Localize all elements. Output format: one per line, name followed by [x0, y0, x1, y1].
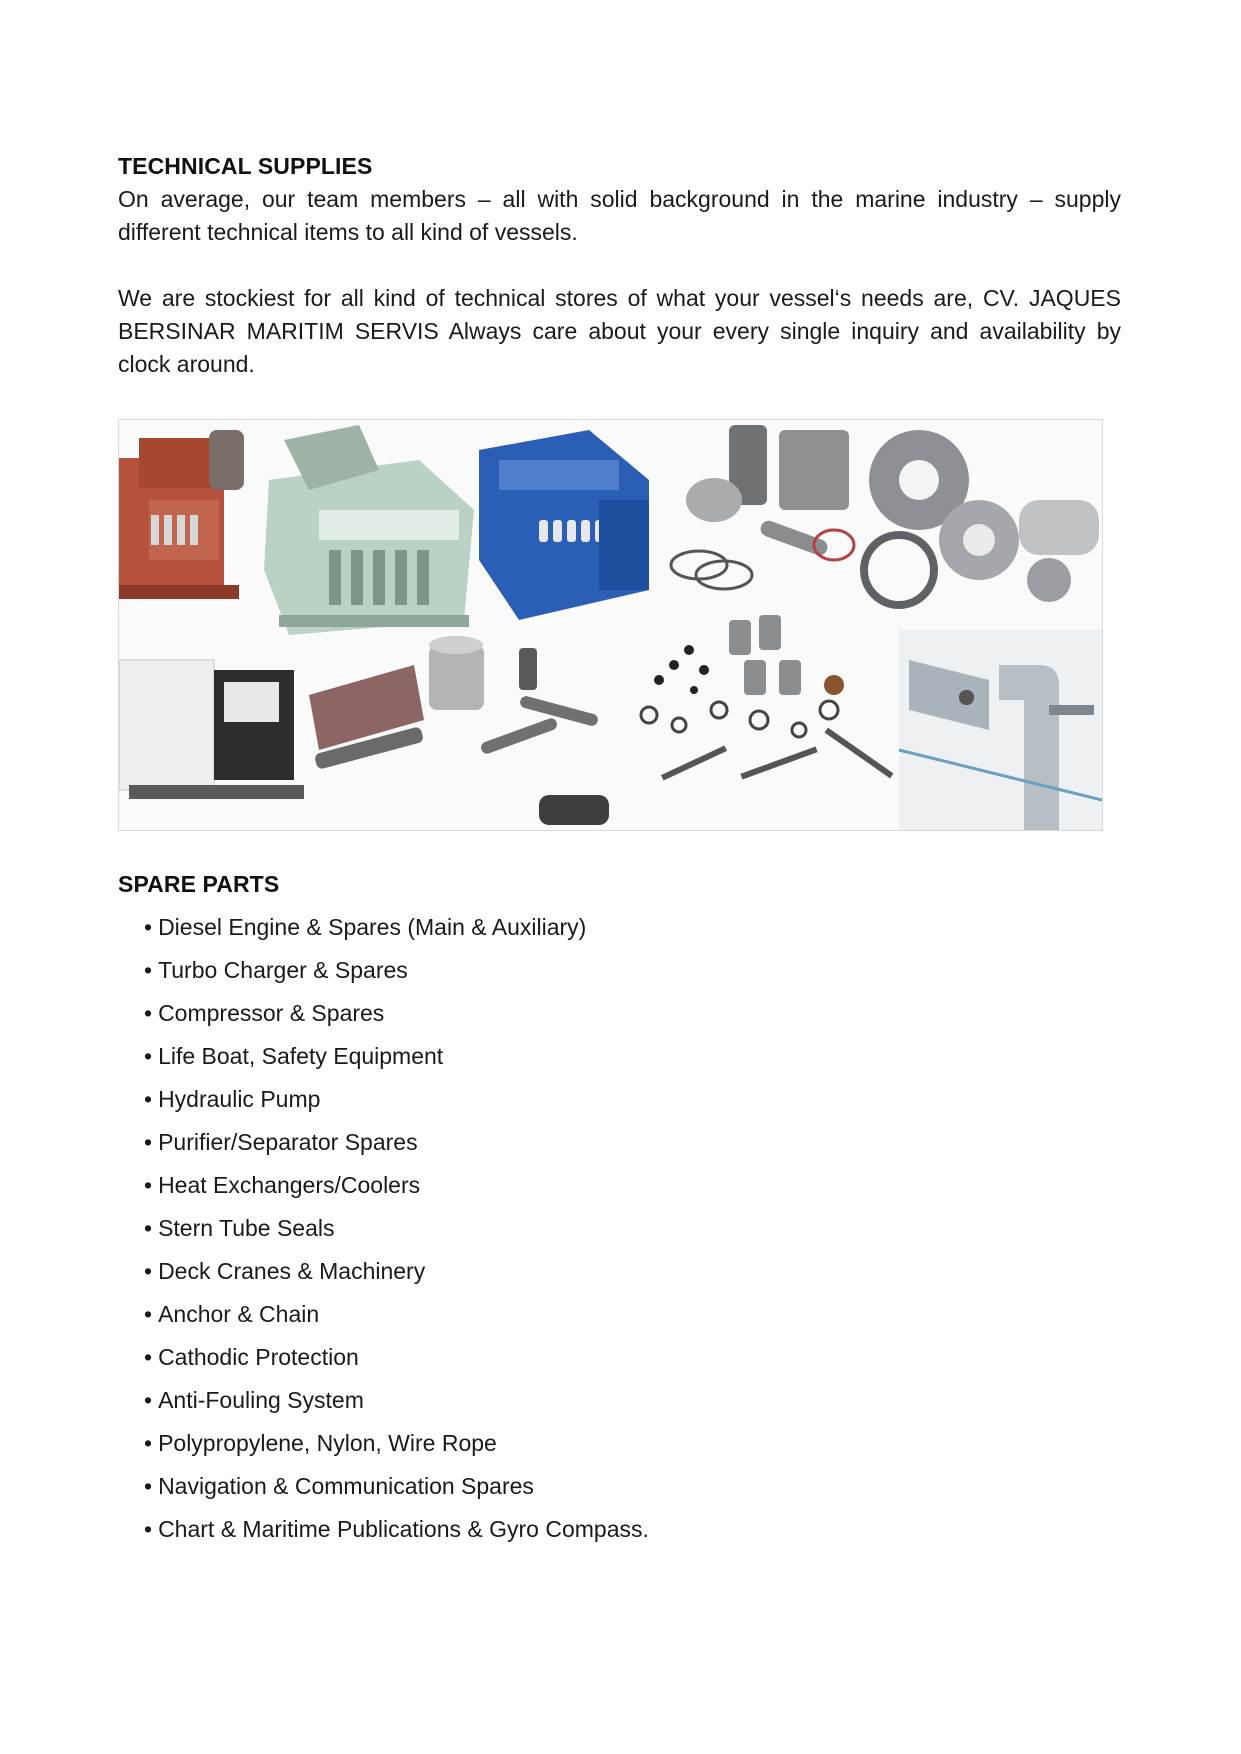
bullet-icon: •: [144, 1301, 153, 1327]
bullet-icon: •: [144, 1215, 153, 1241]
spare-parts-list: [144, 906, 649, 1551]
list-item: [144, 906, 649, 949]
list-item: [144, 1379, 649, 1422]
bullet-icon: •: [144, 957, 153, 983]
bullet-icon: •: [144, 914, 153, 940]
marine-parts-collage: [118, 419, 1103, 831]
bullet-icon: •: [144, 1344, 153, 1370]
list-item-label: Hydraulic Pump: [158, 1086, 321, 1112]
bullet-icon: •: [144, 1129, 153, 1155]
bullet-icon: •: [144, 1000, 153, 1026]
bullet-icon: •: [144, 1430, 153, 1456]
list-item: [144, 1250, 649, 1293]
list-item-label: Polypropylene, Nylon, Wire Rope: [158, 1430, 497, 1456]
spare-parts-heading: SPARE PARTS: [118, 871, 280, 897]
bullet-icon: •: [144, 1258, 153, 1284]
list-item: [144, 949, 649, 992]
list-item: [144, 992, 649, 1035]
list-item-label: Chart & Maritime Publications & Gyro Compass.: [158, 1516, 649, 1542]
bullet-icon: •: [144, 1387, 153, 1413]
list-item: [144, 1121, 649, 1164]
generator-set-image: [119, 660, 304, 799]
list-item: [144, 1035, 649, 1078]
list-item-label: Navigation & Communication Spares: [158, 1473, 534, 1499]
bullet-icon: •: [144, 1043, 153, 1069]
list-item-label: Heat Exchangers/Coolers: [158, 1172, 421, 1198]
list-item-label: Life Boat, Safety Equipment: [158, 1043, 444, 1069]
bullet-icon: •: [144, 1172, 153, 1198]
bullet-icon: •: [144, 1516, 153, 1542]
bullet-icon: •: [144, 1473, 153, 1499]
list-item-label: Anti-Fouling System: [158, 1387, 364, 1413]
technical-supplies-heading: TECHNICAL SUPPLIES: [118, 153, 373, 179]
list-item-label: Compressor & Spares: [158, 1000, 385, 1026]
list-item-label: Diesel Engine & Spares (Main & Auxiliary): [158, 914, 587, 940]
list-item-label: Stern Tube Seals: [158, 1215, 335, 1241]
list-item: [144, 1293, 649, 1336]
list-item: [144, 1336, 649, 1379]
list-item: [144, 1078, 649, 1121]
list-item-label: Purifier/Separator Spares: [158, 1129, 418, 1155]
technical-supplies-paragraph-1: On average, our team members – all with solid background in the marine industry – supply different technical items to all kind of vessels.: [118, 186, 1121, 245]
bullet-icon: •: [144, 1086, 153, 1112]
list-item: [144, 1508, 649, 1551]
list-item-label: Anchor & Chain: [158, 1301, 320, 1327]
list-item: [144, 1207, 649, 1250]
list-item-label: Deck Cranes & Machinery: [158, 1258, 426, 1284]
list-item: [144, 1465, 649, 1508]
list-item: [144, 1422, 649, 1465]
technical-supplies-paragraph-2: We are stockiest for all kind of technical stores of what your vessel‘s needs are, CV. JAQUES BERSINAR MARITIM SERVIS Always care about your every single inquiry and availability by clock around.: [118, 285, 1121, 377]
list-item: [144, 1164, 649, 1207]
list-item-label: Turbo Charger & Spares: [158, 957, 408, 983]
pipe-clamp-fitting-image: [899, 630, 1102, 830]
list-item-label: Cathodic Protection: [158, 1344, 359, 1370]
